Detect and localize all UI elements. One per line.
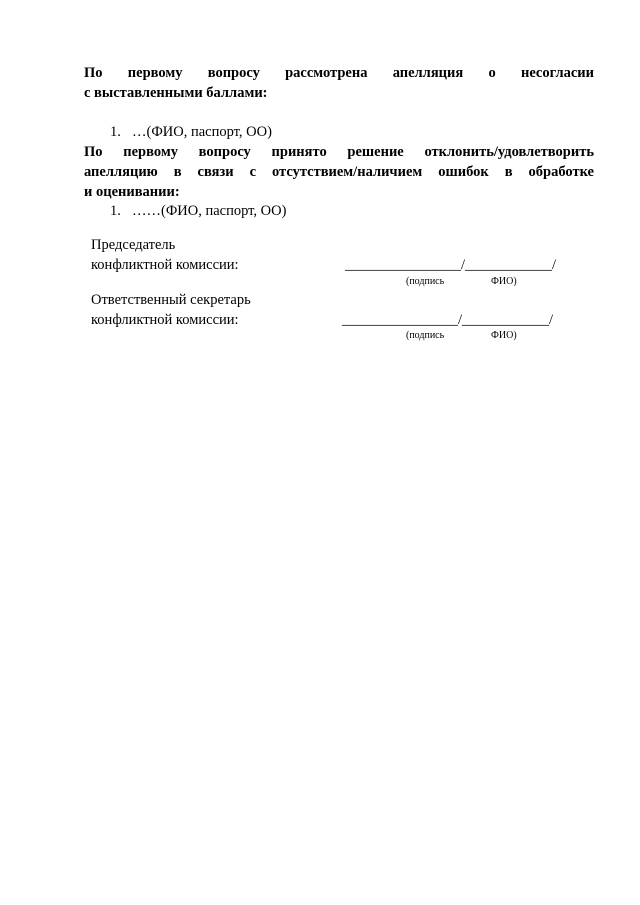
secretary-label-line-1: Ответственный секретарь (91, 292, 251, 308)
chairman-signature-line: ________________/____________/ (345, 257, 557, 273)
decision-list-item (110, 201, 286, 221)
appeal-heading-line-1: По первому вопросу рассмотрена апелляция о несогласии (84, 65, 594, 81)
chairman-label-line-2: конфликтной комиссии: (91, 257, 239, 273)
appeal-heading (84, 63, 594, 103)
secretary-label-line-2: конфликтной комиссии: (91, 312, 239, 328)
decision-list-item-number: 1. (110, 203, 121, 219)
decision-list-item-text: ……(ФИО, паспорт, ОО) (132, 203, 287, 219)
decision-line-2: апелляцию в связи с отсутствием/наличием ошибок в обработке (84, 164, 594, 180)
decision-line-3: и оценивании: (84, 184, 180, 200)
appeal-list-item-number: 1. (110, 124, 121, 140)
secretary-signature-caption: (подпись (406, 330, 445, 341)
appeal-list-item-text: …(ФИО, паспорт, ОО) (132, 124, 272, 140)
decision-line-1: По первому вопросу принято решение отклонить/удовлетворить (84, 144, 594, 160)
secretary-name-caption: ФИО) (491, 330, 517, 341)
secretary-signature-line: ________________/____________/ (342, 312, 554, 328)
decision-paragraph (84, 142, 594, 202)
appeal-list-item (110, 122, 272, 142)
appeal-heading-line-2: с выставленными баллами: (84, 85, 268, 101)
chairman-signature-caption: (подпись (406, 276, 445, 287)
chairman-name-caption: ФИО) (491, 276, 517, 287)
chairman-label-line-1: Председатель (91, 237, 176, 253)
